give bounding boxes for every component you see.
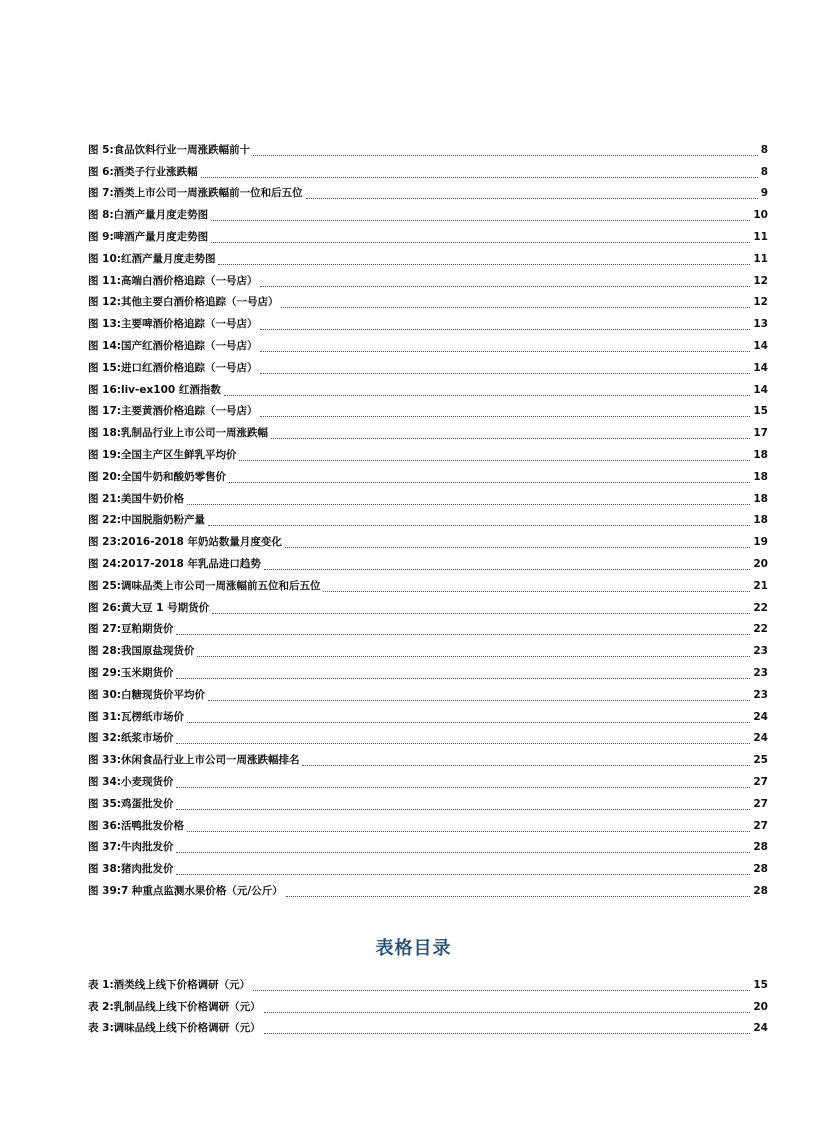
dot-leader: [197, 655, 750, 657]
toc-entry-figure-37[interactable]: [88, 837, 768, 859]
toc-entry-figure-32[interactable]: [88, 728, 768, 750]
toc-entry-label: 图 23:2016-2018 年奶站数量月度变化: [88, 536, 282, 549]
dot-leader: [212, 612, 750, 614]
toc-entry-figure-28[interactable]: [88, 640, 768, 662]
dot-leader: [211, 219, 750, 221]
toc-entry-table-3[interactable]: [88, 1018, 768, 1040]
toc-entry-label: 图 30:白糖现货价平均价: [88, 688, 205, 701]
toc-entry-page: 14: [753, 383, 768, 396]
toc-entry-label: 图 18:乳制品行业上市公司一周涨跌幅: [88, 427, 268, 440]
dot-leader: [187, 721, 750, 723]
dot-leader: [281, 306, 750, 308]
toc-entry-figure-22[interactable]: [88, 510, 768, 532]
toc-entry-figure-25[interactable]: [88, 575, 768, 597]
toc-entry-page: 19: [753, 536, 768, 549]
toc-entry-figure-38[interactable]: [88, 858, 768, 880]
dot-leader: [176, 742, 750, 744]
toc-entry-label: 图 22:中国脱脂奶粉产量: [88, 514, 205, 527]
dot-leader: [211, 241, 750, 243]
toc-entry-label: 图 13:主要啤酒价格追踪（一号店）: [88, 318, 258, 331]
toc-entry-figure-29[interactable]: [88, 662, 768, 684]
toc-entry-label: 图 21:美国牛奶价格: [88, 492, 184, 505]
toc-entry-page: 27: [753, 776, 768, 788]
toc-entry-label: 图 32:纸浆市场价: [88, 732, 174, 745]
dot-leader: [306, 197, 758, 199]
toc-entry-label: 图 24:2017-2018 年乳品进口趋势: [88, 558, 261, 571]
toc-entry-label: 图 37:牛肉批发价: [88, 841, 174, 854]
toc-entry-page: 24: [753, 732, 768, 745]
toc-entry-page: 18: [753, 470, 768, 483]
toc-entry-label: 图 33:休闲食品行业上市公司一周涨跌幅排名: [88, 754, 300, 767]
toc-entry-table-1[interactable]: [88, 974, 768, 996]
dot-leader: [218, 263, 750, 265]
dot-leader: [176, 633, 750, 635]
toc-entry-figure-23[interactable]: [88, 531, 768, 553]
toc-entry-page: 15: [753, 978, 768, 991]
toc-entry-page: 18: [753, 514, 768, 527]
toc-entry-page: 8: [760, 165, 768, 178]
toc-entry-page: 20: [753, 1000, 768, 1013]
toc-entry-figure-27[interactable]: [88, 619, 768, 641]
toc-entry-label: 表 3:调味品线上线下价格调研（元）: [88, 1022, 261, 1035]
dot-leader: [187, 830, 750, 832]
toc-entry-table-2[interactable]: [88, 996, 768, 1018]
dot-leader: [187, 503, 750, 505]
dot-leader: [229, 481, 750, 483]
dot-leader: [176, 786, 750, 788]
toc-entry-page: 17: [753, 427, 768, 440]
dot-leader: [323, 590, 750, 592]
toc-entry-page: 23: [753, 688, 768, 701]
toc-entry-figure-9[interactable]: [88, 226, 768, 248]
toc-entry-label: 图 14:国产红酒价格追踪（一号店）: [88, 340, 258, 353]
dot-leader: [239, 459, 750, 461]
toc-entry-figure-30[interactable]: [88, 684, 768, 706]
toc-entry-page: 28: [753, 884, 768, 897]
dot-leader: [264, 1032, 751, 1034]
toc-entry-label: 图 8:白酒产量月度走势图: [88, 209, 209, 222]
toc-entry-label: 图 29:玉米期货价: [88, 667, 174, 680]
toc-entry-page: 11: [753, 252, 768, 265]
toc-entry-page: 20: [753, 558, 768, 571]
toc-entry-label: 表 2:乳制品线上线下价格调研（元）: [88, 1000, 261, 1013]
dot-leader: [208, 524, 750, 526]
dot-leader: [302, 764, 750, 766]
toc-entry-label: 图 20:全国牛奶和酸奶零售价: [88, 470, 226, 483]
toc-entry-figure-24[interactable]: [88, 553, 768, 575]
toc-entry-label: 图 9:啤酒产量月度走势图: [88, 231, 209, 244]
toc-entry-page: 12: [753, 296, 768, 309]
toc-entry-page: 12: [753, 274, 768, 287]
toc-entry-page: 22: [753, 601, 768, 614]
toc-entry-label: 图 27:豆粕期货价: [88, 623, 174, 636]
toc-entry-figure-5[interactable]: [88, 139, 768, 161]
toc-entry-page: 11: [753, 231, 768, 244]
toc-entry-page: 28: [753, 863, 768, 876]
toc-entry-page: 14: [753, 340, 768, 353]
toc-entry-figure-11[interactable]: [88, 270, 768, 292]
toc-entry-label: 图 6:酒类子行业涨跌幅: [88, 165, 198, 178]
toc-entry-figure-20[interactable]: [88, 466, 768, 488]
toc-entry-page: 22: [753, 623, 768, 636]
table-toc-list: [88, 974, 768, 1039]
toc-entry-label: 表 1:酒类线上线下价格调研（元）: [88, 978, 251, 991]
toc-entry-label: 图 26:黄大豆 1 号期货价: [88, 601, 210, 614]
toc-entry-label: 图 12:其他主要白酒价格追踪（一号店）: [88, 296, 279, 309]
toc-entry-label: 图 35:鸡蛋批发价: [88, 797, 174, 810]
dot-leader: [224, 394, 751, 396]
dot-leader: [176, 873, 750, 875]
dot-leader: [260, 372, 750, 374]
toc-entry-page: 27: [753, 819, 768, 832]
toc-entry-page: 9: [760, 187, 768, 200]
dot-leader: [201, 176, 758, 178]
toc-entry-figure-31[interactable]: [88, 706, 768, 728]
dot-leader: [176, 808, 750, 810]
toc-entry-page: 10: [753, 209, 768, 222]
toc-entry-figure-26[interactable]: [88, 597, 768, 619]
toc-entry-page: 23: [753, 667, 768, 680]
dot-leader: [176, 677, 750, 679]
toc-entry-page: 28: [753, 841, 768, 854]
toc-entry-figure-33[interactable]: [88, 749, 768, 771]
toc-entry-page: 23: [753, 645, 768, 658]
toc-entry-label: 图 15:进口红酒价格追踪（一号店）: [88, 361, 258, 374]
toc-entry-figure-18[interactable]: [88, 422, 768, 444]
toc-entry-page: 14: [753, 361, 768, 374]
table-index-heading: 表格目录: [375, 938, 452, 959]
toc-entry-label: 图 5:食品饮料行业一周涨跌幅前十: [88, 143, 251, 156]
toc-entry-figure-13[interactable]: [88, 313, 768, 335]
toc-entry-figure-12[interactable]: [88, 292, 768, 314]
toc-entry-figure-7[interactable]: [88, 183, 768, 205]
toc-entry-figure-10[interactable]: [88, 248, 768, 270]
toc-entry-label: 图 10:红酒产量月度走势图: [88, 252, 216, 265]
dot-leader: [260, 415, 750, 417]
dot-leader: [264, 1011, 751, 1013]
toc-entry-label: 图 36:活鸭批发价格: [88, 819, 184, 832]
toc-entry-figure-19[interactable]: [88, 444, 768, 466]
toc-entry-figure-39[interactable]: [88, 880, 768, 902]
toc-entry-label: 图 17:主要黄酒价格追踪（一号店）: [88, 405, 258, 418]
toc-entry-page: 13: [753, 318, 768, 331]
toc-entry-label: 图 31:瓦楞纸市场价: [88, 710, 184, 723]
dot-leader: [271, 437, 750, 439]
toc-entry-figure-16[interactable]: [88, 379, 768, 401]
toc-entry-label: 图 25:调味品类上市公司一周涨幅前五位和后五位: [88, 579, 321, 592]
dot-leader: [260, 350, 750, 352]
toc-entry-page: 8: [760, 143, 768, 156]
dot-leader: [208, 699, 750, 701]
toc-entry-page: 18: [753, 449, 768, 462]
toc-entry-label: 图 28:我国原盐现货价: [88, 645, 195, 658]
figure-toc-list: [88, 139, 768, 902]
toc-entry-label: 图 11:高端白酒价格追踪（一号店）: [88, 274, 258, 287]
toc-entry-figure-34[interactable]: [88, 771, 768, 793]
dot-leader: [285, 546, 750, 548]
dot-leader: [286, 895, 751, 897]
toc-entry-page: 24: [753, 1022, 768, 1035]
toc-entry-figure-15[interactable]: [88, 357, 768, 379]
toc-entry-page: 27: [753, 797, 768, 810]
toc-entry-label: 图 38:猪肉批发价: [88, 863, 174, 876]
toc-entry-page: 18: [753, 492, 768, 505]
toc-entry-figure-35[interactable]: [88, 793, 768, 815]
toc-entry-figure-14[interactable]: [88, 335, 768, 357]
toc-entry-label: 图 34:小麦现货价: [88, 776, 174, 788]
toc-entry-page: 24: [753, 710, 768, 723]
toc-entry-label: 图 16:liv-ex100 红酒指数: [88, 383, 221, 396]
toc-entry-label: 图 7:酒类上市公司一周涨跌幅前一位和后五位: [88, 187, 303, 200]
toc-entry-figure-8[interactable]: [88, 204, 768, 226]
dot-leader: [253, 154, 758, 156]
toc-entry-label: 图 39:7 种重点监测水果价格（元/公斤）: [88, 884, 283, 897]
toc-entry-figure-6[interactable]: [88, 161, 768, 183]
dot-leader: [264, 568, 750, 570]
dot-leader: [260, 328, 750, 330]
toc-entry-figure-21[interactable]: [88, 488, 768, 510]
toc-entry-label: 图 19:全国主产区生鲜乳平均价: [88, 449, 237, 462]
toc-entry-page: 25: [753, 754, 768, 767]
dot-leader: [260, 285, 750, 287]
dot-leader: [176, 851, 750, 853]
toc-entry-page: 15: [753, 405, 768, 418]
dot-leader: [253, 989, 750, 991]
toc-entry-figure-36[interactable]: [88, 815, 768, 837]
toc-entry-page: 21: [753, 579, 768, 592]
toc-entry-figure-17[interactable]: [88, 401, 768, 423]
